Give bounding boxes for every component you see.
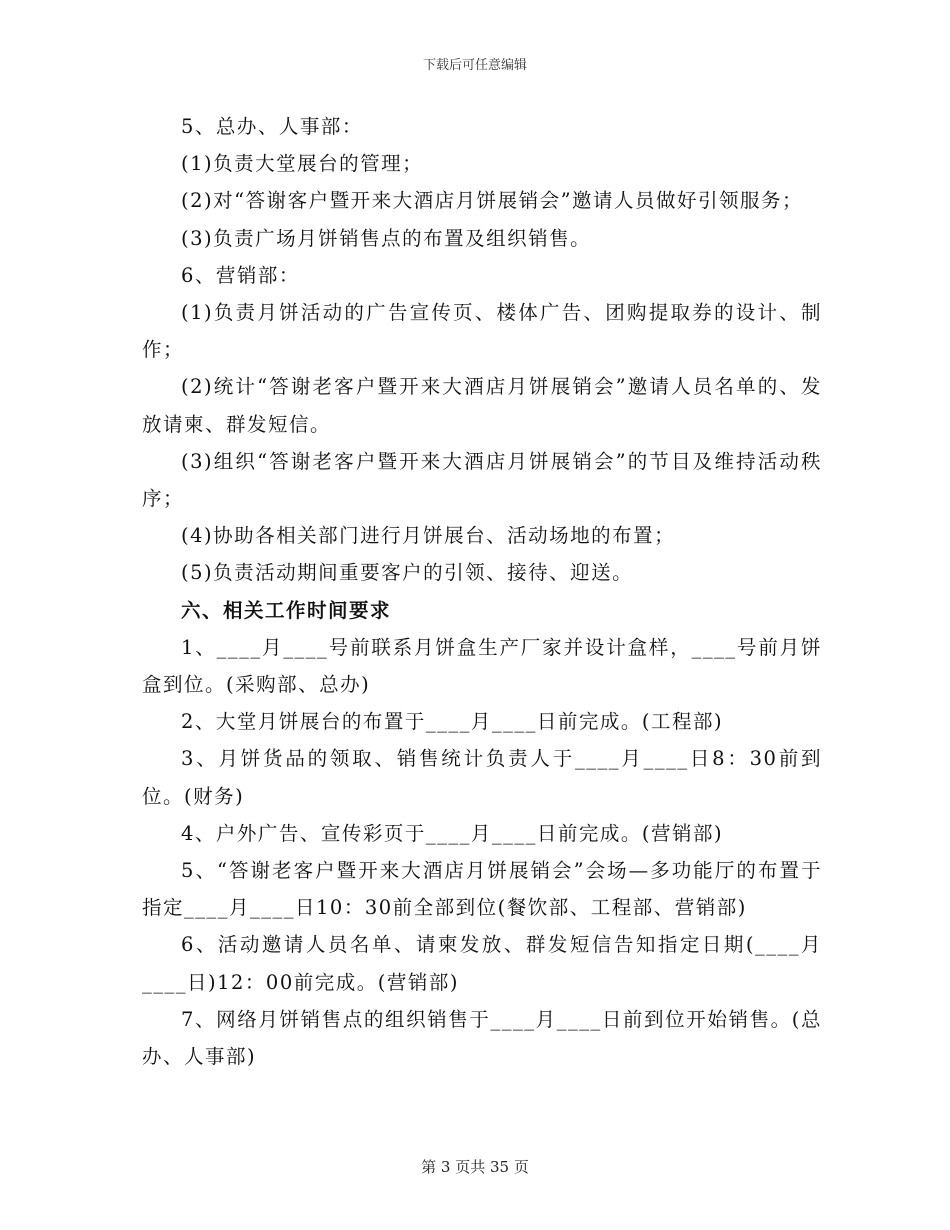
paragraph-item: (2)对“答谢客户暨开来大酒店月饼展销会”邀请人员做好引领服务； (181, 189, 804, 213)
paragraph-item: (4)协助各相关部门进行月饼展台、活动场地的布置； (181, 524, 676, 548)
paragraph-time-item: 3、月饼货品的领取、销售统计负责人于____月____日8：30前到位。(财务) (142, 747, 822, 808)
paragraph-item: (2)统计“答谢老客户暨开来大酒店月饼展销会”邀请人员名单的、发放请柬、群发短信。 (142, 375, 822, 436)
paragraph-item: (3)组织“答谢老客户暨开来大酒店月饼展销会”的节目及维持活动秩序； (142, 449, 822, 511)
paragraph-time-item: 6、活动邀请人员名单、请柬发放、群发短信告知指定日期(____月____日)12：00前完成。(营销部) (142, 933, 822, 994)
paragraph-time-item: 5、“答谢老客户暨开来大酒店月饼展销会”会场—多功能厅的布置于指定____月____日10：30前全部到位(餐饮部、工程部、营销部) (142, 859, 822, 920)
paragraph-item: (3)负责广场月饼销售点的布置及组织销售。 (181, 226, 592, 250)
paragraph-time-item: 7、网络月饼销售点的组织销售于____月____日前到位开始销售。(总办、人事部) (142, 1007, 822, 1069)
paragraph-item: (1)负责大堂展台的管理； (181, 152, 424, 176)
page-footer: 第 3 页共 35 页 (421, 1158, 529, 1176)
paragraph-item: (1)负责月饼活动的广告宣传页、楼体广告、团购提取券的设计、制作； (142, 301, 822, 362)
paragraph-dept-6: 6、营销部： (181, 263, 300, 287)
paragraph-time-item: 1、____月____号前联系月饼盒生产厂家并设计盒样，____号前月饼盒到位。(采购部、总办) (142, 635, 822, 697)
paragraph-time-item: 2、大堂月饼展台的布置于____月____日前完成。(工程部) (181, 710, 724, 734)
paragraph-dept-5: 5、总办、人事部： (181, 115, 363, 138)
paragraph-time-item: 4、户外广告、宣传彩页于____月____日前完成。(营销部) (181, 821, 724, 845)
document-body (142, 108, 822, 1075)
paragraph-item: (5)负责活动期间重要客户的引领、接待、迎送。 (181, 561, 634, 585)
page-header: 下载后可任意编辑 (422, 58, 527, 73)
section-heading: 六、相关工作时间要求 (181, 598, 392, 622)
